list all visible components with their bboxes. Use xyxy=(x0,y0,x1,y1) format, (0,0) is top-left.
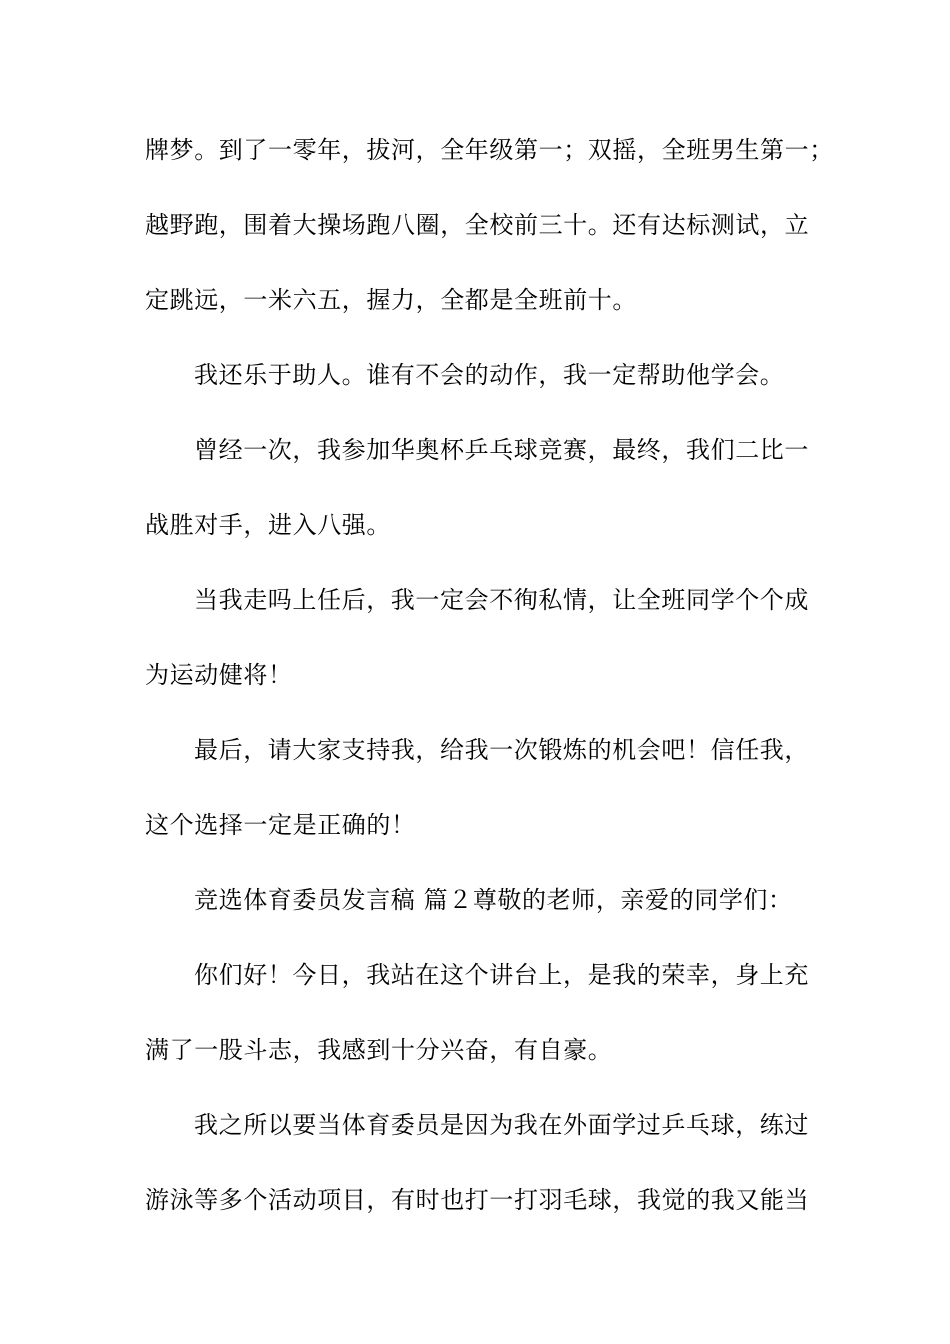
paragraph-start-line: 最后，请大家支持我，给我一次锻炼的机会吧！信任我， xyxy=(194,736,809,764)
paragraph-start-line: 我之所以要当体育委员是因为我在外面学过乒乓球，练过 xyxy=(194,1111,809,1139)
text-line: 战胜对手，进入八强。 xyxy=(145,511,391,539)
text-line: 越野跑，围着大操场跑八圈，全校前三十。还有达标测试，立 xyxy=(145,211,810,239)
text-line: 牌梦。到了一零年，拔河，全年级第一；双摇，全班男生第一； xyxy=(145,136,834,164)
paragraph-start-line: 你们好！今日，我站在这个讲台上，是我的荣幸，身上充 xyxy=(194,961,809,989)
section-heading-line: 竞选体育委员发言稿 篇２尊敬的老师，亲爱的同学们： xyxy=(194,886,793,914)
text-line: 定跳远，一米六五，握力，全都是全班前十。 xyxy=(145,286,637,314)
text-line: 为运动健将！ xyxy=(145,661,293,689)
paragraph-start-line: 当我走吗上任后，我一定会不徇私情，让全班同学个个成 xyxy=(194,586,809,614)
text-line: 这个选择一定是正确的！ xyxy=(145,811,416,839)
paragraph-start-line: 我还乐于助人。谁有不会的动作，我一定帮助他学会。 xyxy=(194,361,785,389)
paragraph-start-line: 曾经一次，我参加华奥杯乒乓球竞赛，最终，我们二比一 xyxy=(194,436,809,464)
text-line: 满了一股斗志，我感到十分兴奋，有自豪。 xyxy=(145,1036,613,1064)
text-line: 游泳等多个活动项目，有时也打一打羽毛球，我觉的我又能当 xyxy=(145,1186,810,1214)
